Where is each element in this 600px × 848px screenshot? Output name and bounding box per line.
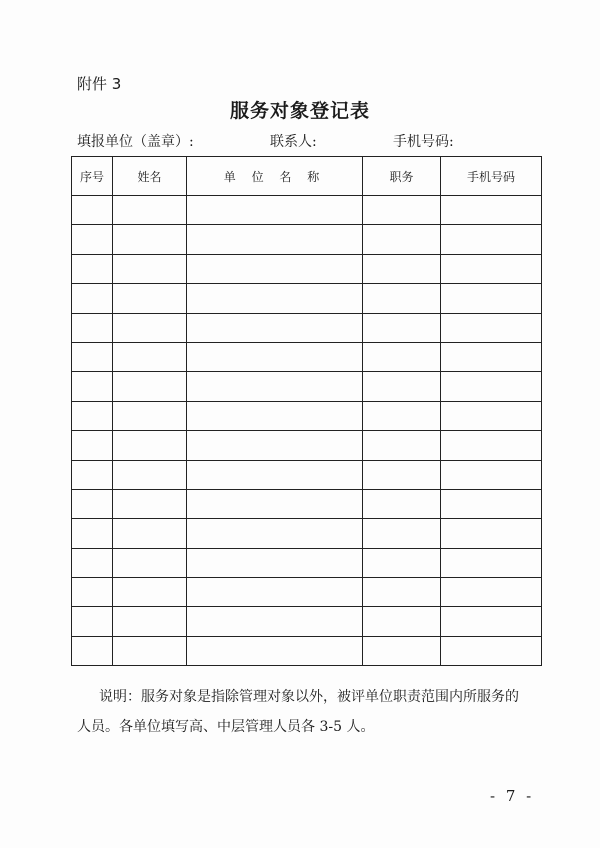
table-cell[interactable] — [113, 519, 187, 548]
table-row — [72, 372, 542, 401]
table-cell[interactable] — [187, 607, 363, 636]
table-cell[interactable] — [72, 225, 113, 254]
table-cell[interactable] — [441, 313, 542, 342]
table-cell[interactable] — [187, 460, 363, 489]
header-phone-number: 手机号码 — [441, 157, 542, 196]
table-cell[interactable] — [72, 548, 113, 577]
table-cell[interactable] — [113, 489, 187, 518]
table-row — [72, 313, 542, 342]
table-cell[interactable] — [363, 489, 441, 518]
table-cell[interactable] — [441, 607, 542, 636]
table-cell[interactable] — [113, 284, 187, 313]
table-cell[interactable] — [72, 196, 113, 225]
table-row — [72, 519, 542, 548]
table-cell[interactable] — [187, 431, 363, 460]
table-cell[interactable] — [187, 489, 363, 518]
table-cell[interactable] — [113, 254, 187, 283]
table-cell[interactable] — [363, 548, 441, 577]
note-line-2: 人员。各单位填写高、中层管理人员各 3-5 人。 — [77, 719, 375, 735]
table-cell[interactable] — [363, 342, 441, 371]
table-cell[interactable] — [441, 548, 542, 577]
header-serial-number: 序号 — [72, 157, 113, 196]
table-cell[interactable] — [72, 313, 113, 342]
table-cell[interactable] — [441, 196, 542, 225]
table-cell[interactable] — [363, 431, 441, 460]
table-cell[interactable] — [363, 313, 441, 342]
table-cell[interactable] — [441, 519, 542, 548]
table-cell[interactable] — [72, 578, 113, 607]
table-row — [72, 284, 542, 313]
table-cell[interactable] — [363, 284, 441, 313]
table-header-row — [72, 157, 542, 196]
table-cell[interactable] — [363, 460, 441, 489]
table-cell[interactable] — [187, 519, 363, 548]
registration-table — [71, 156, 542, 666]
table-cell[interactable] — [187, 313, 363, 342]
table-cell[interactable] — [363, 254, 441, 283]
table-row — [72, 342, 542, 371]
table-row — [72, 548, 542, 577]
table-cell[interactable] — [113, 225, 187, 254]
table-cell[interactable] — [72, 342, 113, 371]
table-cell[interactable] — [187, 284, 363, 313]
table-row — [72, 401, 542, 430]
table-cell[interactable] — [441, 284, 542, 313]
table-cell[interactable] — [72, 284, 113, 313]
table-row — [72, 196, 542, 225]
note-line-1: 说明：服务对象是指除管理对象以外，被评单位职责范围内所服务的 — [99, 689, 519, 705]
table-cell[interactable] — [113, 548, 187, 577]
table-cell[interactable] — [441, 254, 542, 283]
table-cell[interactable] — [441, 578, 542, 607]
table-cell[interactable] — [113, 607, 187, 636]
table-cell[interactable] — [113, 636, 187, 665]
table-cell[interactable] — [72, 372, 113, 401]
page-title: 服务对象登记表 — [229, 100, 370, 122]
table-cell[interactable] — [441, 401, 542, 430]
table-cell[interactable] — [187, 548, 363, 577]
table-cell[interactable] — [72, 401, 113, 430]
table-cell[interactable] — [441, 342, 542, 371]
table-cell[interactable] — [441, 460, 542, 489]
table-cell[interactable] — [441, 372, 542, 401]
table-cell[interactable] — [363, 519, 441, 548]
table-cell[interactable] — [441, 489, 542, 518]
table-cell[interactable] — [187, 342, 363, 371]
unit-seal-label: 填报单位（盖章）: — [77, 134, 194, 150]
table-cell[interactable] — [113, 342, 187, 371]
table-cell[interactable] — [72, 519, 113, 548]
table-cell[interactable] — [187, 401, 363, 430]
contact-person-label: 联系人: — [270, 134, 317, 150]
header-unit-name: 单 位 名 称 — [187, 157, 363, 196]
table-cell[interactable] — [363, 401, 441, 430]
table-row — [72, 489, 542, 518]
phone-number-label: 手机号码: — [393, 134, 454, 150]
explanation-note — [77, 682, 547, 742]
table-cell[interactable] — [113, 460, 187, 489]
table-row — [72, 460, 542, 489]
table-cell[interactable] — [72, 607, 113, 636]
table-cell[interactable] — [72, 636, 113, 665]
page-number: - 7 - — [490, 787, 535, 805]
table-row — [72, 636, 542, 665]
table-cell[interactable] — [187, 225, 363, 254]
table-cell[interactable] — [187, 196, 363, 225]
table-cell[interactable] — [441, 431, 542, 460]
table-cell[interactable] — [113, 431, 187, 460]
table-row — [72, 225, 542, 254]
table-cell[interactable] — [113, 372, 187, 401]
table-cell[interactable] — [113, 401, 187, 430]
table-cell[interactable] — [363, 607, 441, 636]
table-cell[interactable] — [72, 254, 113, 283]
table-cell[interactable] — [441, 636, 542, 665]
table-cell[interactable] — [72, 460, 113, 489]
attachment-label: 附件 3 — [77, 75, 122, 93]
table-row — [72, 254, 542, 283]
table-cell[interactable] — [363, 578, 441, 607]
table-cell[interactable] — [363, 636, 441, 665]
table-cell[interactable] — [363, 372, 441, 401]
table-cell[interactable] — [187, 636, 363, 665]
table-cell[interactable] — [113, 578, 187, 607]
table-cell[interactable] — [113, 196, 187, 225]
table-cell[interactable] — [72, 489, 113, 518]
table-cell[interactable] — [363, 225, 441, 254]
table-row — [72, 431, 542, 460]
table-cell[interactable] — [187, 372, 363, 401]
table-row — [72, 578, 542, 607]
table-cell[interactable] — [72, 431, 113, 460]
table-row — [72, 607, 542, 636]
table-cell[interactable] — [113, 313, 187, 342]
table-cell[interactable] — [441, 225, 542, 254]
table-cell[interactable] — [187, 578, 363, 607]
header-name: 姓名 — [113, 157, 187, 196]
table-cell[interactable] — [363, 196, 441, 225]
table-cell[interactable] — [187, 254, 363, 283]
header-position: 职务 — [363, 157, 441, 196]
table-body — [72, 196, 542, 666]
